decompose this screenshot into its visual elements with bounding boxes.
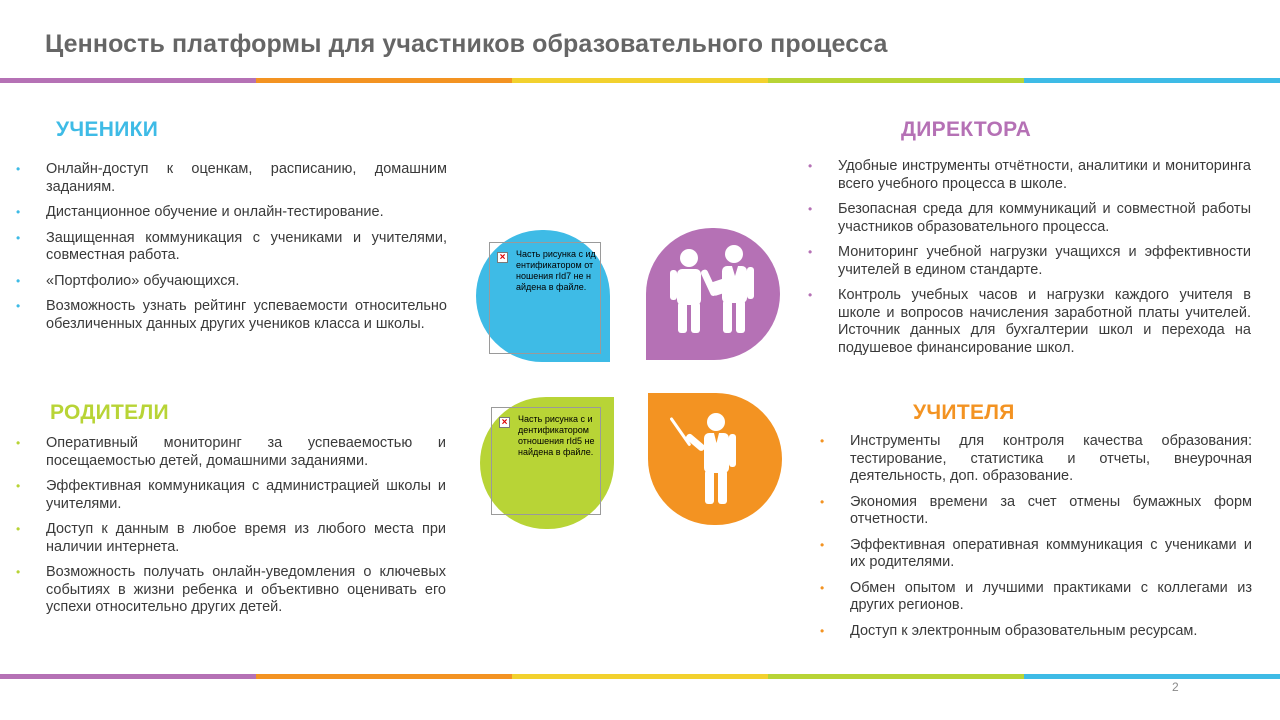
bottom-color-stripe <box>0 674 1280 679</box>
list-item: • Защищенная коммуникация с учениками и учителями, совместная работа. <box>16 229 447 263</box>
two-people-icon <box>646 228 780 360</box>
directors-heading: ДИРЕКТОРА <box>901 118 1032 141</box>
directors-list <box>808 158 1251 365</box>
broken-image-icon: × <box>497 252 508 263</box>
list-item: • Возможность узнать рейтинг успеваемости относительно обезличенных данных других учеников класса и школы. <box>16 298 447 332</box>
list-item: • Экономия времени за счет отмены бумажных форм отчетности. <box>820 493 1252 527</box>
list-item: • Дистанционное обучение и онлайн-тестирование. <box>16 204 384 220</box>
directors-tile <box>646 228 780 360</box>
list-item: • Контроль учебных часов и нагрузки каждого учителя в школе и вопросов начисления заработной платы учителей. Источник данных для бухгалтерии школ и перехода на подушевое финансирование школ. <box>808 287 1251 356</box>
teachers-tile <box>648 393 782 525</box>
broken-image-placeholder: × Часть рисунка с идентификатором отношения rId5 не найдена в файле. <box>491 407 601 515</box>
list-item: • Эффективная оперативная коммуникация с учениками и их родителями. <box>820 536 1252 570</box>
parents-heading: РОДИТЕЛИ <box>50 401 169 424</box>
broken-image-placeholder: × Часть рисунка с идентификатором отношения rId7 не найдена в файле. <box>489 242 601 354</box>
slide-title: Ценность платформы для участников образовательного процесса <box>45 30 888 58</box>
students-heading: УЧЕНИКИ <box>56 118 159 141</box>
list-item: • Возможность получать онлайн-уведомления о ключевых событиях в жизни ребенка и объективно оценивать его успехи относительно других детей. <box>16 564 446 615</box>
list-item: • Оперативный мониторинг за успеваемостью и посещаемостью детей, домашними заданиями. <box>16 435 446 469</box>
list-item: • Обмен опытом и лучшими практиками с коллегами из других регионов. <box>820 579 1252 613</box>
parents-list <box>16 435 446 625</box>
list-item: • Мониторинг учебной нагрузки учащихся и эффективности учителей в едином стандарте. <box>808 244 1251 278</box>
top-color-stripe <box>0 78 1280 83</box>
list-item: • Эффективная коммуникация с администрацией школы и учителями. <box>16 478 446 512</box>
list-item: • «Портфолио» обучающихся. <box>16 272 240 289</box>
list-item: • Онлайн-доступ к оценкам, расписанию, домашним заданиям. <box>16 161 447 195</box>
list-item: • Безопасная среда для коммуникаций и совместной работы участников образовательного процесса. <box>808 201 1251 235</box>
list-item: • Удобные инструменты отчётности, аналитики и мониторинга всего учебного процесса в школе. <box>808 158 1251 192</box>
list-item: • Доступ к электронным образовательным ресурсам. <box>820 622 1198 639</box>
students-list <box>16 161 447 341</box>
page-number: 2 <box>1172 680 1179 694</box>
list-item: • Инструменты для контроля качества образования: тестирование, статистика и отчеты, внеурочная деятельность, доп. образование. <box>820 433 1252 484</box>
list-item: • Доступ к данным в любое время из любого места при наличии интернета. <box>16 521 446 555</box>
teachers-list <box>820 433 1252 648</box>
teachers-heading: УЧИТЕЛЯ <box>913 401 1015 424</box>
teacher-pointer-icon <box>648 393 782 525</box>
broken-image-icon: × <box>499 417 510 428</box>
